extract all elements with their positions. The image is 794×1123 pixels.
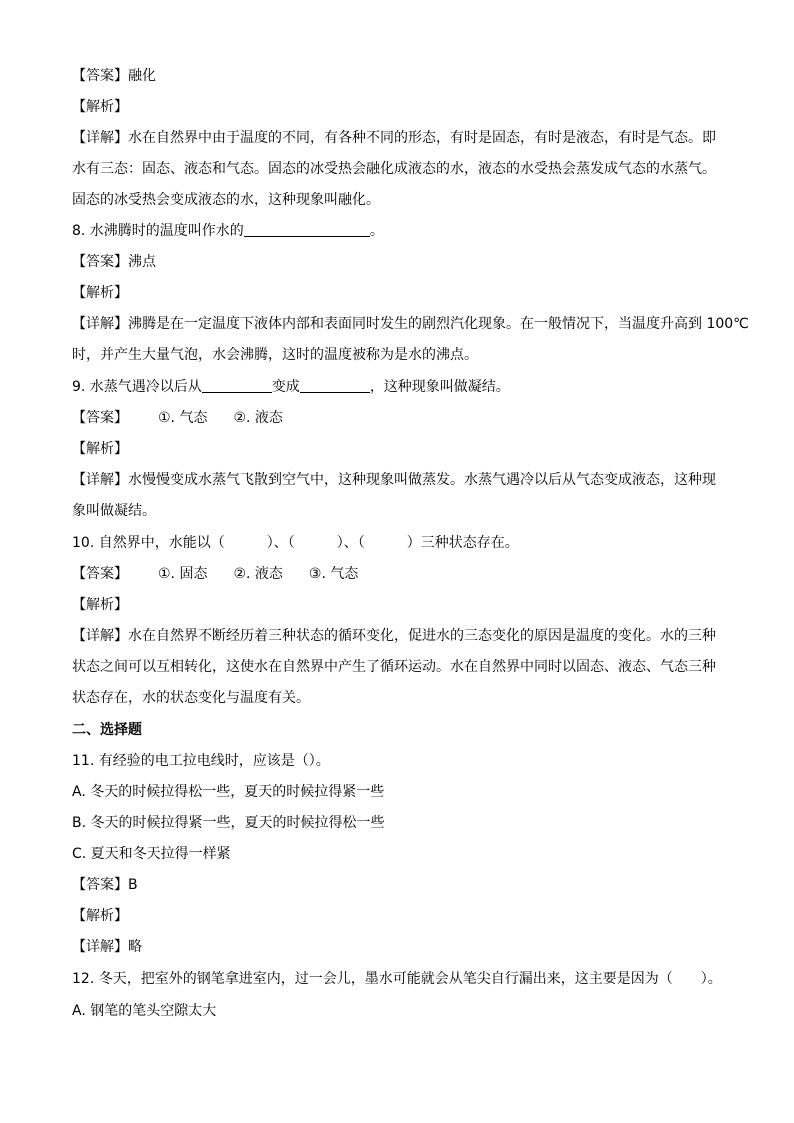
detail-line: 状态之间可以互相转化，这使水在自然界中产生了循环运动。水在自然界中同时以固态、液态、气态三种 bbox=[72, 659, 716, 675]
section-heading: 二、选择题 bbox=[72, 722, 142, 738]
option-a: A. 钢笔的笔头空隙太大 bbox=[72, 1003, 217, 1019]
analysis-label: 【解析】 bbox=[72, 908, 128, 924]
answer-line bbox=[72, 564, 358, 584]
detail-line: 【详解】水在自然界中由于温度的不同，有各种不同的形态，有时是固态，有时是液态，有时是气态。即 bbox=[72, 130, 716, 146]
answer-option: ①. 固态 bbox=[158, 566, 208, 582]
detail-line: 【详解】水慢慢变成水蒸气飞散到空气中，这种现象叫做蒸发。水蒸气遇冷以后从气态变成液态，这种现 bbox=[72, 472, 716, 488]
question-9-text: 9. 水蒸气遇冷以后从 bbox=[72, 379, 202, 395]
answer-option: ②. 液态 bbox=[233, 566, 283, 582]
analysis-label: 【解析】 bbox=[72, 441, 128, 457]
analysis-label: 【解析】 bbox=[72, 285, 128, 301]
detail-line: 水有三态：固态、液态和气态。固态的冰受热会融化成液态的水，液态的水受热会蒸发成气态的水蒸气。 bbox=[72, 161, 716, 177]
option-b: B. 冬天的时候拉得紧一些，夏天的时候拉得松一些 bbox=[72, 815, 385, 831]
detail-line: 【详解】略 bbox=[72, 939, 142, 955]
answer-option: ①. 气态 bbox=[158, 410, 208, 426]
answer-blank bbox=[300, 378, 370, 393]
option-c: C. 夏天和冬天拉得一样紧 bbox=[72, 846, 231, 862]
answer-line: 【答案】沸点 bbox=[72, 254, 156, 270]
answer-blank bbox=[202, 378, 272, 393]
question-8-text: 8. 水沸腾时的温度叫作水的 bbox=[72, 223, 244, 239]
question-10: 10. 自然界中，水能以（ ）、（ ）、（ ）三种状态存在。 bbox=[72, 535, 519, 551]
detail-line: 【详解】水在自然界不断经历着三种状态的循环变化，促进水的三态变化的原因是温度的变化。水的三种 bbox=[72, 628, 716, 644]
question-12: 12. 冬天，把室外的钢笔拿进室内，过一会儿，墨水可能就会从笔尖自行漏出来，这主要是因为（ ）。 bbox=[72, 971, 722, 987]
option-a: A. 冬天的时候拉得松一些，夏天的时候拉得紧一些 bbox=[72, 784, 385, 800]
question-9-text: 变成 bbox=[271, 379, 300, 395]
answer-line: 【答案】B bbox=[72, 877, 138, 893]
question-9 bbox=[72, 377, 510, 397]
question-8-end: 。 bbox=[369, 223, 384, 239]
detail-line: 【详解】沸腾是在一定温度下液体内部和表面同时发生的剧烈汽化现象。在一般情况下，当温度升高到 100℃ bbox=[72, 316, 749, 332]
answer-option: ②. 液态 bbox=[233, 410, 283, 426]
question-11: 11. 有经验的电工拉电线时，应该是（）。 bbox=[72, 753, 330, 769]
answer-label: 【答案】 bbox=[72, 410, 128, 426]
answer-line: 【答案】融化 bbox=[72, 68, 156, 84]
detail-line: 固态的冰受热会变成液态的水，这种现象叫融化。 bbox=[72, 192, 380, 208]
detail-line: 时，并产生大量气泡，水会沸腾，这时的温度被称为是水的沸点。 bbox=[72, 347, 478, 363]
analysis-label: 【解析】 bbox=[72, 597, 128, 613]
answer-option: ③. 气态 bbox=[308, 566, 359, 582]
question-9-text: ，这种现象叫做凝结。 bbox=[369, 379, 510, 395]
detail-line: 状态存在，水的状态变化与温度有关。 bbox=[72, 690, 310, 706]
answer-label: 【答案】 bbox=[72, 566, 128, 582]
analysis-label: 【解析】 bbox=[72, 99, 128, 115]
detail-line: 象叫做凝结。 bbox=[72, 503, 156, 519]
answer-blank bbox=[244, 222, 370, 237]
answer-line bbox=[72, 408, 283, 428]
question-8 bbox=[72, 221, 384, 241]
